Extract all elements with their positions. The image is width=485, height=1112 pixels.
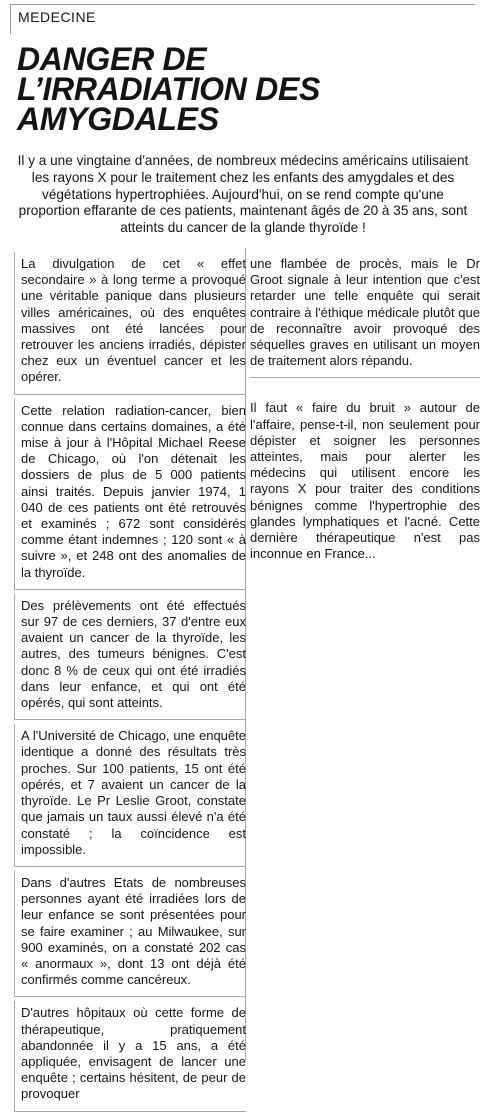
left-paragraph-5: Dans d'autres Etats de nombreuses personnes ayant été irradiées lors de leur enfance se sont présentées pour se faire examiner ; au Milwaukee, sur 900 examinés, on a constaté 202 cas « anormaux », dont 13 ont déjà été confirmés comme cancéreux. xyxy=(14,871,246,997)
right-paragraph-1: une flambée de procès, mais le Dr Groot signale à leur intention que c'est retarder une telle enquête qui serait contraire à l'éthique médicale plutôt que de reconnaître avoir provoqué des séquelles graves en utilisant un moyen de traitement alors répandu. xyxy=(250,252,480,378)
section-label: MEDECINE xyxy=(18,9,96,25)
article-lead: Il y a une vingtaine d'années, de nombreux médecins américains utilisaient les rayons X pour le traitement chez les enfants des amygdales et des végétations hypertrophiées. Aujourd'hui, on se rend compte qu'une proportion effarante de ces patients, maintenant âgés de 20 à 35 ans, sont atteints du cancer de la glande thyroïde ! xyxy=(17,153,469,236)
article-headline xyxy=(17,41,477,137)
headline-line-3: AMYGDALES xyxy=(17,101,219,137)
top-rule xyxy=(10,4,475,5)
headline-line-2: L’IRRADIATION DES xyxy=(17,71,321,107)
left-paragraph-6: D'autres hôpitaux où cette forme de thérapeutique, pratiquement abandonnée il y a 15 ans, a été appliquée, envisagent de lancer une enquête ; certains hésitent, de peur de provoquer xyxy=(14,1001,246,1111)
right-paragraph-2: Il faut « faire du bruit » autour de l'affaire, pense-t-il, non seulement pour dépister et soigner les personnes atteintes, mais pour alerter les médecins qui utilisent encore les rayons X pour traiter des conditions bénignes comme l'hypertrophie des glandes lymphatiques et l'acné. Cette dernière thérapeutique n'est pas inconnue en France... xyxy=(250,400,480,562)
left-column xyxy=(14,252,246,1102)
headline-line-1: DANGER DE xyxy=(17,41,207,77)
right-column xyxy=(250,252,480,570)
left-paragraph-4: A l'Université de Chicago, une enquête identique a donné des résultats très proches. Sur 100 patients, 15 ont été opérés, et 7 avaient un cancer de la thyroïde. Le Pr Leslie Groot, constate que jamais un taux aussi élevé n'a été constaté ; la coïncidence est impossible. xyxy=(14,724,246,867)
left-paragraph-2: Cette relation radiation-cancer, bien connue dans certains domaines, a été mise à jour à l'Hôpital Michael Reese de Chicago, où l'on détenait les dossiers de plus de 5 000 patients ainsi traités. Depuis janvier 1974, 1 040 de ces patients ont été retrouvés et examinés ; 672 sont considérés comme étant indemnes ; 120 sont « à suivre », et 248 ont des anomalies de la thyroïde. xyxy=(14,399,246,590)
left-paragraph-1: La divulgation de cet « effet secondaire » à long terme a provoqué une véritable panique dans plusieurs villes américaines, où des enquêtes massives ont été lancées pour retrouver les anciens irradiés, dépister chez eux un éventuel cancer et les opérer. xyxy=(14,252,246,395)
label-rule xyxy=(10,4,11,34)
left-paragraph-3: Des prélèvements ont été effectués sur 97 de ces derniers, 37 d'entre eux avaient un cancer de la thyroïde, les autres, des tumeurs bénignes. C'est donc 8 % de ceux qui ont été irradiés dans leur enfance, et qui ont été opérés, qui sont atteints. xyxy=(14,594,246,720)
